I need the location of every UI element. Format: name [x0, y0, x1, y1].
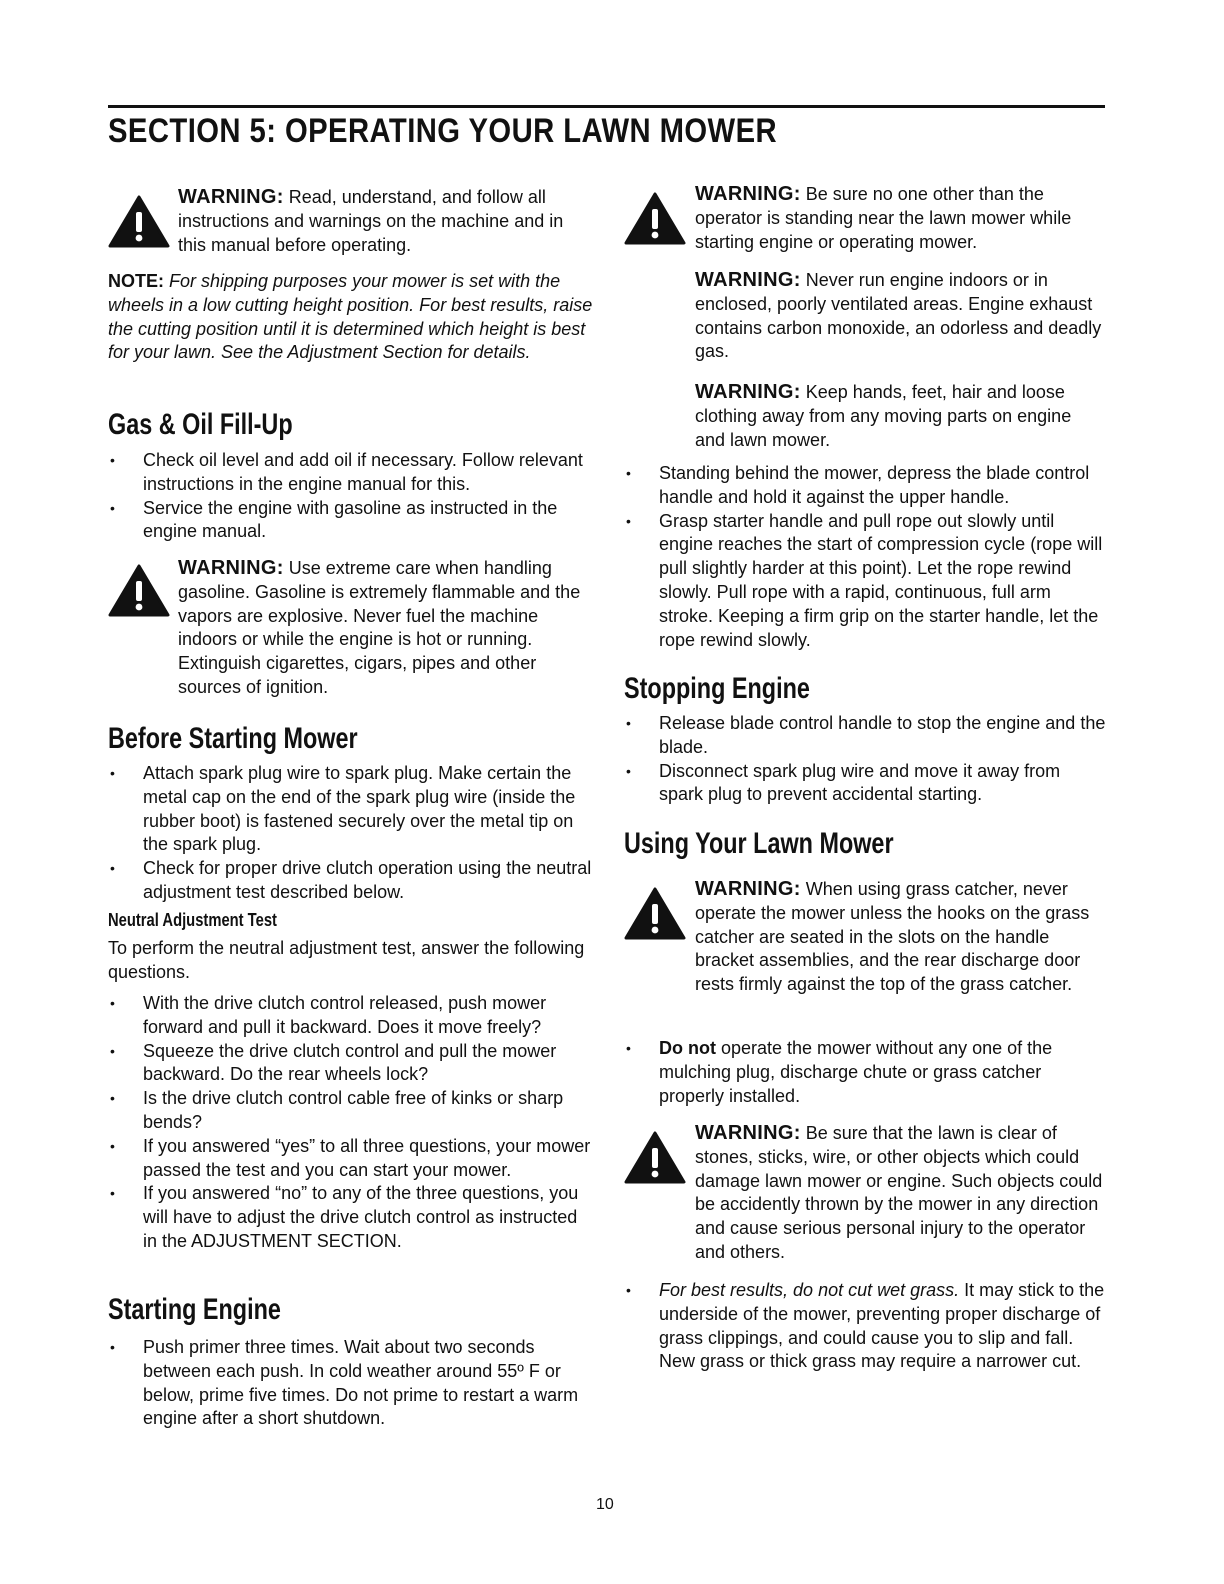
list-item: • Grasp starter handle and pull rope out slowly until engine reaches the start of compression cycle (rope will pull slightly harder at this point). Let the rope rewind slowly. Pull rope with a rapid, continuous, full arm stroke. Keeping a firm grip on the starter handle, let the rope rewind slowly. — [624, 510, 1106, 653]
warning-grass-catcher — [624, 878, 1106, 997]
warning-text: Be sure no one other than the operator is standing near the lawn mower while starting engine or operating mower. — [695, 184, 1072, 252]
neutral-test-intro: To perform the neutral adjustment test, answer the following questions. — [108, 938, 585, 982]
warning-ventilation — [695, 269, 1106, 364]
note-text: For shipping purposes your mower is set with the wheels in a low cutting height position. For best results, raise the cutting position until it is determined which height is best for your lawn. See the Adjustment Section for details. — [108, 271, 593, 363]
warning-debris — [624, 1122, 1106, 1265]
list-item — [624, 1037, 1106, 1108]
wet-grass-emphasis: For best results, do not cut wet grass. — [659, 1280, 960, 1300]
note-label: NOTE: — [108, 271, 164, 291]
wet-grass-text: It may stick to the underside of the mower, preventing proper discharge of grass clippings, and could cause you to slip and fall. New grass or thick grass may require a narrower cut. — [659, 1280, 1105, 1372]
warning-text: Never run engine indoors or in enclosed, poorly ventilated areas. Engine exhaust contains carbon monoxide, an odorless and deadly gas. — [695, 270, 1102, 362]
section-title: SECTION 5: OPERATING YOUR LAWN MOWER — [108, 112, 778, 150]
list-item: • Check for proper drive clutch operation using the neutral adjustment test described below. — [108, 857, 593, 905]
list-item: • Attach spark plug wire to spark plug. Make certain the metal cap on the end of the spark plug wire (inside the rubber boot) is fastened securely over the metal tip on the spark plug. — [108, 762, 593, 857]
heading-stopping-engine: Stopping Engine — [624, 672, 810, 705]
list-item: • With the drive clutch control released, push mower forward and pull it backward. Does it move freely? — [108, 992, 593, 1040]
warning-read-manual — [108, 186, 593, 257]
list-item: • Standing behind the mower, depress the blade control handle and hold it against the upper handle. — [624, 462, 1106, 510]
heading-using-mower: Using Your Lawn Mower — [624, 827, 894, 860]
list-item: • Check oil level and add oil if necessary. Follow relevant instructions in the engine manual for this. — [108, 449, 593, 497]
heading-before-starting: Before Starting Mower — [108, 722, 358, 755]
shipping-note — [108, 270, 593, 365]
warning-label: WARNING: — [695, 269, 801, 291]
before-starting-list — [108, 762, 593, 905]
warning-text: When using grass catcher, never operate the mower unless the hooks on the grass catcher are seated in the slots on the handle bracket assemblies, and the rear discharge door rests firmly against the top of the grass catcher. — [695, 879, 1090, 995]
list-item: • Service the engine with gasoline as instructed in the engine manual. — [108, 497, 593, 545]
warning-gasoline — [108, 557, 593, 700]
start-procedure-list — [624, 462, 1106, 652]
neutral-test-list — [108, 992, 593, 1254]
warning-label: WARNING: — [695, 183, 801, 205]
wet-grass-list — [624, 1279, 1106, 1374]
warning-label: WARNING: — [695, 878, 801, 900]
warning-triangle-icon — [624, 886, 686, 940]
list-item: • Disconnect spark plug wire and move it away from spark plug to prevent accidental starting. — [624, 760, 1106, 808]
warning-label: WARNING: — [695, 381, 801, 403]
subheading-neutral-test: Neutral Adjustment Test — [108, 910, 277, 930]
list-item: • Release blade control handle to stop the engine and the blade. — [624, 712, 1106, 760]
list-item — [624, 1279, 1106, 1374]
warning-bystanders — [624, 183, 1106, 254]
page-number: 10 — [596, 1496, 614, 1513]
list-item: • Squeeze the drive clutch control and pull the mower backward. Do the rear wheels lock? — [108, 1040, 593, 1088]
list-item: • Is the drive clutch control cable free of kinks or sharp bends? — [108, 1087, 593, 1135]
list-item: • Push primer three times. Wait about two seconds between each push. In cold weather around 55º F or below, prime five times. Do not prime to restart a warm engine after a short shutdown. — [108, 1336, 593, 1431]
warning-label: WARNING: — [178, 557, 284, 579]
gas-oil-list — [108, 449, 593, 544]
warning-label: WARNING: — [695, 1122, 801, 1144]
warning-text: Keep hands, feet, hair and loose clothing away from any moving parts on engine and lawn mower. — [695, 382, 1072, 450]
list-item: • If you answered “no” to any of the three questions, you will have to adjust the drive clutch control as instructed in the ADJUSTMENT SECTION. — [108, 1182, 593, 1253]
warning-label: WARNING: — [178, 186, 284, 208]
warning-triangle-icon — [108, 563, 170, 617]
warning-triangle-icon — [624, 1130, 686, 1184]
do-not-text: operate the mower without any one of the mulching plug, discharge chute or grass catcher properly installed. — [659, 1038, 1053, 1106]
warning-triangle-icon — [624, 191, 686, 245]
warning-triangle-icon — [108, 194, 170, 248]
top-rule — [108, 105, 1105, 108]
warning-text: Be sure that the lawn is clear of stones, sticks, wire, or other objects which could damage lawn mower or engine. Such objects could be accidently thrown by the mower in any direction and cause serious personal injury to the operator and others. — [695, 1123, 1103, 1262]
do-not-emphasis: Do not — [659, 1038, 716, 1058]
heading-gas-oil: Gas & Oil Fill-Up — [108, 408, 293, 441]
warning-text: Use extreme care when handling gasoline. Gasoline is extremely flammable and the vapors are explosive. Never fuel the machine indoors or while the engine is hot or running. Extinguish cigarettes, cigars, pipes and other sources of ignition. — [178, 558, 581, 697]
list-item: • If you answered “yes” to all three questions, your mower passed the test and you can start your mower. — [108, 1135, 593, 1183]
heading-starting-engine: Starting Engine — [108, 1293, 281, 1326]
starting-engine-list — [108, 1336, 593, 1431]
warning-text: Read, understand, and follow all instructions and warnings on the machine and in this manual before operating. — [178, 187, 564, 255]
stopping-engine-list — [624, 712, 1106, 807]
warning-moving-parts — [695, 381, 1106, 452]
do-not-list — [624, 1037, 1106, 1108]
